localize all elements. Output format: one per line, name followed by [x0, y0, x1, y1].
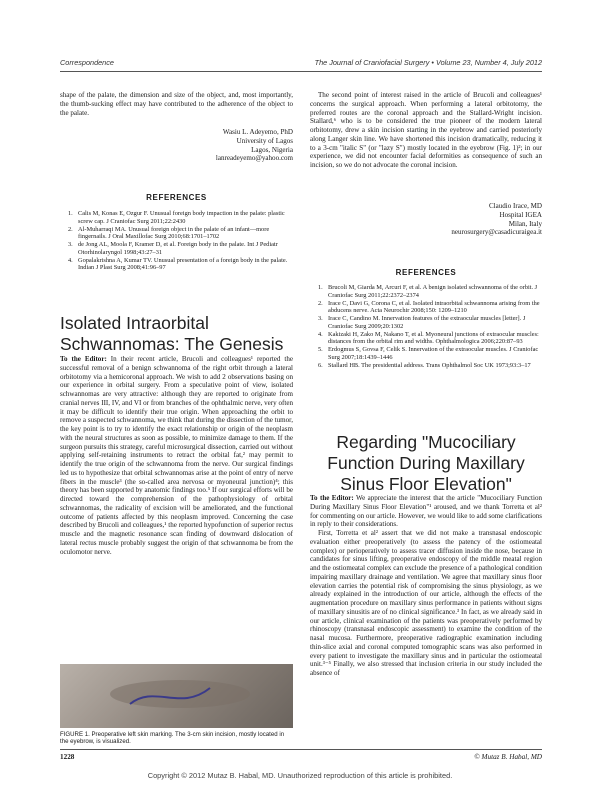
signature-affiliation: University of Lagos — [236, 136, 293, 145]
signature-name: Claudio Irace, MD — [488, 202, 542, 210]
reference-item: 1. Brucoli M, Giarda M, Arcuri F, et al. A benign isolated schwannoma of the orbit. J Craniofac Surg 2011;22:2372–2374 — [318, 284, 538, 299]
letter3-lead: To the Editor: — [310, 494, 354, 502]
letter3-p1: We appreciate the interest that the article "Mucociliary Function During Maxillary Sinus Floor Elevation"¹ aroused, and we thank Torretta et al² for commenting on our article. However, we would like to add some clarifications in reply to their considerations. — [310, 494, 542, 529]
signature-email[interactable]: neurosurgery@casadicuraigea.it — [451, 228, 542, 237]
copyright-owner: © Mutaz B. Habal, MD — [474, 753, 542, 761]
letter2-continuation — [310, 91, 542, 170]
reference-list-1 — [60, 210, 293, 272]
footer-rule — [60, 749, 542, 750]
letter3-title: Regarding "Mucociliary Function During Maxillary Sinus Floor Elevation" — [327, 432, 525, 494]
journal-citation: The Journal of Craniofacial Surgery • Volume 23, Number 4, July 2012 — [314, 58, 542, 67]
signature-location: Lagos, Nigeria — [251, 145, 293, 154]
letter1-tail — [60, 91, 293, 117]
reference-item: 2. Al-Muharraqi MA. Unusual foreign object in the palate of an infant—more fingernails. J Oral Maxillofac Surg 2010;68:1701–1702 — [68, 225, 270, 241]
reference-item: 3. de Jong AL, Moola F, Kramer D, et al. Foreign body in the palate. Int J Pediatr Otorhinolaryngol 1998;43:27–31 — [68, 241, 278, 256]
letter1-signature — [60, 128, 293, 163]
figure-1-photo — [60, 664, 293, 728]
signature-email[interactable]: lanreadeyemo@yahoo.com — [215, 154, 293, 163]
reference-item: 6. Stallard HB. The presidential address. Trans Ophthalmol Soc UK 1973;93:3–17 — [318, 361, 531, 369]
reference-item: 2. Irace C, Davi G, Corona C, et al. Isolated intraorbital schwannoma arising from the abducens nerve. Acta Neurochir 2008;150: 1209–1210 — [318, 299, 540, 315]
header-rule — [60, 71, 542, 72]
reference-list-2 — [310, 284, 542, 370]
reference-item: 5. Erdogmus S, Govsa F, Celik S. Innervation of the extraocular muscles. J Craniofac Surg 2007;18:1439–1446 — [318, 346, 539, 361]
page-number: 1228 — [60, 753, 75, 761]
reference-item: 4. Kakizaki H, Zako M, Nakano T, et al. Myoneural junctions of extraocular muscles: distances from the orbital rim and widths. Ophthalmologica 2006;220:87–93 — [318, 330, 539, 346]
copyright-notice: Copyright © 2012 Mutaz B. Habal, MD. Unauthorized reproduction of this article is prohibited. — [147, 771, 453, 780]
running-header — [60, 58, 542, 70]
letter3-p2: First, Torretta et al² assert that we did not make a transnasal endoscopic evaluation either preoperatively (to assess the patency of the ostiomeatal complex) or perioperatively to assess tracer diffusion inside the nose, because in candidates for sinus lifting, preoperative endoscopy of the middle meatal region and the ostiomeatal complex can exclude the presence of a pathological condition impairing maxillary drainage and ventilation. We agree that maxillary sinus floor elevation carries the potential risk of compromising the sinus physiology, as we already explained in the introduction of our article, although the effects of the augmentation procedure on maxillary sinus performance in patients without signs of maxillary sinusitis are of no clinical significance.³ In fact, as we already said in our article, clinical examination of the patients was preoperatively performed by rhinoscopy (transnasal endoscopic assessment) to examine the condition of the nasal mucosa. Furthermore, preoperative radiographic examination including thin-slice axial and coronal computed tomographic scans was also performed in every patient to investigate the maxillary sinus and in particular the ostiomeatal unit.³⁻⁵ Finally, we also stressed that inclusion criteria in our study included the absence of — [310, 529, 542, 677]
letter2-signature — [310, 202, 542, 237]
figure-1-caption: FIGURE 1. Preoperative left skin marking. The 3-cm skin incision, mostly located in the eyebrow, is visualized. — [60, 731, 285, 746]
eyebrow-incision-marking — [60, 664, 293, 728]
letter2-lead: To the Editor: — [60, 355, 107, 363]
signature-affiliation: Hospital IGEA — [499, 210, 542, 219]
letter2-title: Isolated Intraorbital Schwannomas: The Genesis — [60, 313, 284, 354]
signature-location: Milan, Italy — [508, 219, 542, 228]
references-heading-2: REFERENCES — [395, 268, 457, 277]
letter2-body — [60, 355, 293, 660]
letter3-body — [310, 494, 542, 772]
reference-item: 1. Calis M, Konas E, Ozgur F. Unusual foreign body impaction in the palate: plastic screw cap. J Craniofac Surg 2011;22:2430 — [68, 210, 285, 225]
letter1-tail-text: shape of the palate, the dimension and size of the object, and, most importantly, the thumb-sucking effect may have contributed to the adherence of the object to the palate. — [60, 91, 293, 117]
references-heading-1: REFERENCES — [146, 193, 207, 202]
section-label: Correspondence — [60, 58, 114, 67]
letter2-body-text: In their recent article, Brucoli and colleagues¹ reported the successful removal of a benign schwannoma of the right orbit through a lateral orbitotomy via a hemicoronal approach. We wish to add 2 observations basing on our experience in orbital surgery. From a speculative point of view, isolated schwannomas are very attractive: although they are reported to originate from cranial nerves III, IV, and VI or from branches of the ophthalmic nerve, very often it may be difficult to identify their true origin. When approaching the orbit to remove a suspected schwannoma, we think that during the dissection of the tumor, the key point is to try to identify the exact relationship or origin of the neoplasm with the neural structures as soon as possible, to minimize damage to them. If the surgeon pursuits this strategy, careful microsurgical dissection, carried out without applying self-retaining instruments to retract the orbital fat,² may permit to identify the true origin of the schwannoma from the nerve. Our surgical findings led us to hypothesize that orbital schwannomas arise at the point of entry of nerve fibers in the muscle³ (the so-called area nervosa or myoneural junction)⁴; this theory has been supported by anatomic findings too.⁵ If our surgical efforts will be directed toward the comprehension of the pathophysiology of orbital schwannomas, the radicality of excision will be ameliorated, and the functional outcome of patients affected by this neoplasm improved. Concerning the case described by Brucoli and colleagues,¹ the reported hypofunction of superior rectus muscle and the magnetic resonance scan finding of downward dislocation of lateral rectus muscle probably suggest the origin of that schwannoma be from the oculomotor nerve. — [60, 355, 293, 556]
signature-name: Wasiu L. Adeyemo, PhD — [222, 128, 293, 136]
reference-item: 4. Gopalakrishna A, Kumar TV. Unusual presentation of a foreign body in the palate. Indian J Plast Surg 2008;41:96–97 — [68, 256, 288, 272]
reference-item: 3. Irace C, Candino M. Innervation features of the extraocular muscles [letter]. J Craniofac Surg 2009;20:1302 — [318, 315, 526, 330]
letter2-body2-text: The second point of interest raised in the article of Brucoli and colleagues¹ concerns the surgical approach. When performing a lateral orbitotomy, the preferred routes are the coronal approach and the Stallard-Wright incision. Stallard,⁶ who is to be considered the true pioneer of the modern lateral orbitotomy, drew a skin incision starting in the eyebrow and carried posteriorly along Langer skin line. We have shortened this incision dramatically, reducing it to a 3-cm "italic S" (or "lazy S") mostly located in the eyebrow (Fig. 1)²; in our experience, we did not encounter facial deformities as consequence of such an incision, so we do not advocate the coronal incision. — [310, 91, 542, 169]
